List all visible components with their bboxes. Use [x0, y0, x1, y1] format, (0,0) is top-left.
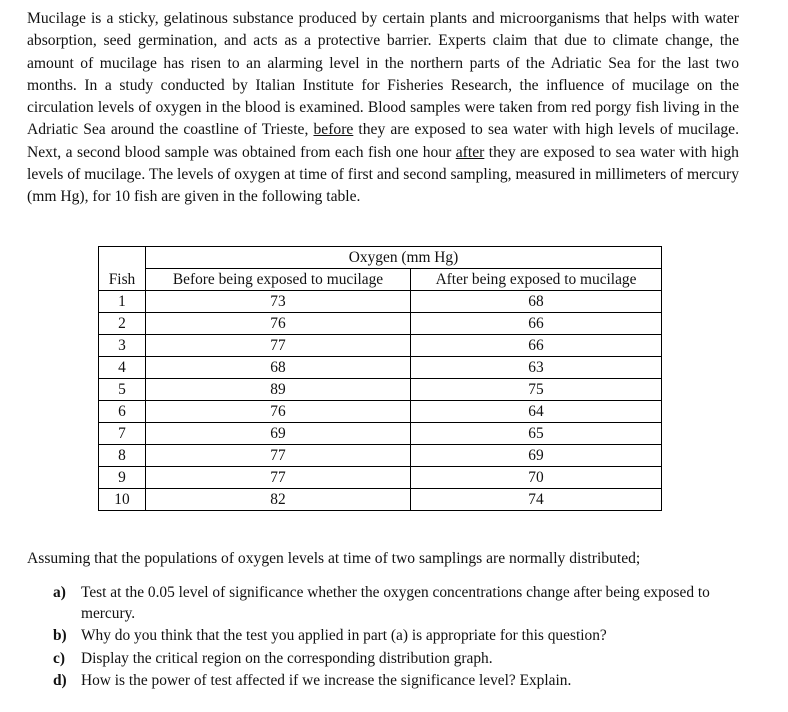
fish-cell: 6 — [99, 401, 146, 423]
table-row — [99, 335, 662, 357]
question-text: Why do you think that the test you applied in part (a) is appropriate for this question? — [81, 627, 607, 644]
before-cell: 77 — [146, 467, 411, 489]
question-item — [53, 649, 743, 670]
before-emphasis: before — [313, 121, 354, 139]
table-row — [99, 445, 662, 467]
col-header-fish: Fish — [99, 269, 146, 291]
after-cell: 65 — [411, 423, 662, 445]
question-list — [53, 583, 743, 694]
after-cell: 64 — [411, 401, 662, 423]
question-item — [53, 671, 743, 692]
after-emphasis: after — [455, 143, 485, 161]
table-corner-cell — [99, 247, 146, 269]
problem-statement — [27, 8, 739, 209]
intro-text-1: Mucilage is a sticky, gelatinous substance produced by certain plants and microorganisms that helps with water absorption, seed germination, and acts as a protective barrier. Experts claim that due to climate change, the amount of mucilage has risen to an alarming level in the northern parts of the Adriatic Sea for the last two months. In a study conducted by Italian Institute for Fisheries Research, the influence of mucilage on the circulation levels of oxygen in the blood is examined. Blood samples were taken from red porgy fish living in the Adriatic Sea around the coastline of Trieste, — [27, 10, 739, 139]
question-text: Test at the 0.05 level of significance whether the oxygen concentrations change after being exposed to mercury. — [81, 584, 710, 622]
before-cell: 82 — [146, 489, 411, 511]
fish-cell: 4 — [99, 357, 146, 379]
assumption-text: Assuming that the populations of oxygen levels at time of two samplings are normally distributed; — [27, 550, 641, 567]
after-cell: 63 — [411, 357, 662, 379]
table-group-header-row — [99, 247, 662, 269]
table-row — [99, 401, 662, 423]
table-row — [99, 313, 662, 335]
question-item — [53, 583, 743, 624]
fish-cell: 1 — [99, 291, 146, 313]
before-cell: 73 — [146, 291, 411, 313]
question-text: How is the power of test affected if we increase the significance level? Explain. — [81, 672, 572, 689]
after-cell: 70 — [411, 467, 662, 489]
fish-cell: 2 — [99, 313, 146, 335]
question-item — [53, 626, 743, 647]
intro-text-3: they are exposed to sea water with high levels of mucilage. The levels of oxygen at time of first and second sampling, measured in millimeters of mercury (mm Hg), for 10 fish are given in the following table. — [27, 143, 739, 206]
before-cell: 69 — [146, 423, 411, 445]
col-header-before: Before being exposed to mucilage — [146, 269, 411, 291]
after-cell: 75 — [411, 379, 662, 401]
after-cell: 66 — [411, 335, 662, 357]
before-cell: 68 — [146, 357, 411, 379]
after-cell: 69 — [411, 445, 662, 467]
table-row — [99, 423, 662, 445]
table-header-row — [99, 269, 662, 291]
col-header-after: After being exposed to mucilage — [411, 269, 662, 291]
before-cell: 89 — [146, 379, 411, 401]
after-cell: 74 — [411, 489, 662, 511]
after-cell: 68 — [411, 291, 662, 313]
before-cell: 77 — [146, 445, 411, 467]
question-label: a) — [53, 584, 66, 601]
fish-cell: 3 — [99, 335, 146, 357]
fish-cell: 7 — [99, 423, 146, 445]
table-row — [99, 291, 662, 313]
before-cell: 76 — [146, 313, 411, 335]
after-cell: 66 — [411, 313, 662, 335]
table-row — [99, 379, 662, 401]
fish-cell: 5 — [99, 379, 146, 401]
table-row — [99, 489, 662, 511]
table-row — [99, 357, 662, 379]
table-row — [99, 467, 662, 489]
before-cell: 77 — [146, 335, 411, 357]
fish-cell: 9 — [99, 467, 146, 489]
question-text: Display the critical region on the corresponding distribution graph. — [81, 649, 493, 667]
question-label: b) — [53, 627, 67, 644]
before-cell: 76 — [146, 401, 411, 423]
question-label: d) — [53, 672, 67, 689]
question-label: c) — [53, 649, 65, 667]
table-group-header: Oxygen (mm Hg) — [146, 247, 662, 269]
fish-cell: 8 — [99, 445, 146, 467]
fish-cell: 10 — [99, 489, 146, 511]
intro-text-2: they are exposed to sea water with high levels of mucilage. Next, a second blood sample was obtained from each fish one hour — [27, 121, 739, 161]
oxygen-table — [98, 246, 662, 511]
